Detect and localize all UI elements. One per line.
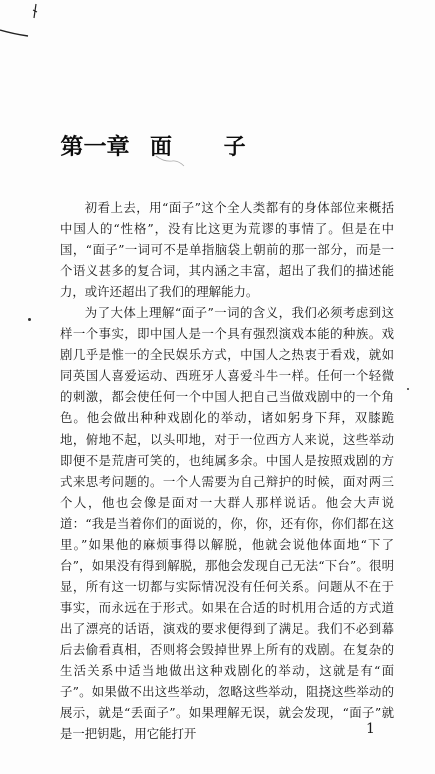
paragraph-2: 为了大体上理解“面子”一词的含义，我们必须考虑到这样一个事实，即中国人是一个具有强烈演戏本能的种族。戏剧几乎是惟一的全民娱乐方式，中国人之热衷于看戏，就如同英国人喜爱运动、西班牙人喜爱斗牛一样。任何一个轻微的刺激，都会使任何一个中国人把自己当做戏剧中的一个角色。他会做出种种戏剧化的举动，诸如躬身下拜，双膝跪地，俯地不起，以头叩地，对于一位西方人来说，这些举动即便不是荒唐可笑的，也纯属多余。中国人是按照戏剧的方式来思考问题的。一个人需要为自己辩护的时候，面对两三个人，他也会像是面对一大群人那样说话。他会大声说道：“我是当着你们的面说的，你，你，还有你，你们都在这里。”如果他的麻烦事得以解脱，他就会说他体面地“下了台”，如果没有得到解脱，那他会发现自己无法“下台”。很明显，所有这一切都与实际情况没有任何关系。问题从不在于事实，而永远在于形式。如果在合适的时机用合适的方式道出了漂亮的话语，演戏的要求便得到了满足。我们不必到幕后去偷看真相，否则将会毁掉世界上所有的戏剧。在复杂的生活关系中适当地做出这种戏剧化的举动，这就是有“面子”。如果做不出这些举动，忽略这些举动，阻挠这些举动的展示，就是“丢面子”。如果理解无误，就会发现，“面子”就是一把钥匙，用它能打开 [60,305,394,742]
chapter-body [60,197,394,744]
ink-smudge [150,152,190,170]
scan-edge-mark [0,0,60,45]
chapter-number: 第一章 [60,134,130,160]
scan-speck [28,318,31,321]
scan-speck [407,388,409,390]
paragraph-1: 初看上去，用“面子”这个全人类都有的身体部位来概括中国人的“性格”，没有比这更为荒谬的事情了。但是在中国，“面子”一词可不是单指脑袋上朝前的那一部分，而是一个语义甚多的复合词，其内涵之丰富，超出了我们的描述能力，或许还超出了我们的理解能力。 [60,200,394,300]
page-number: 1 [366,721,375,737]
chapter-title: 面 子 [150,134,268,160]
